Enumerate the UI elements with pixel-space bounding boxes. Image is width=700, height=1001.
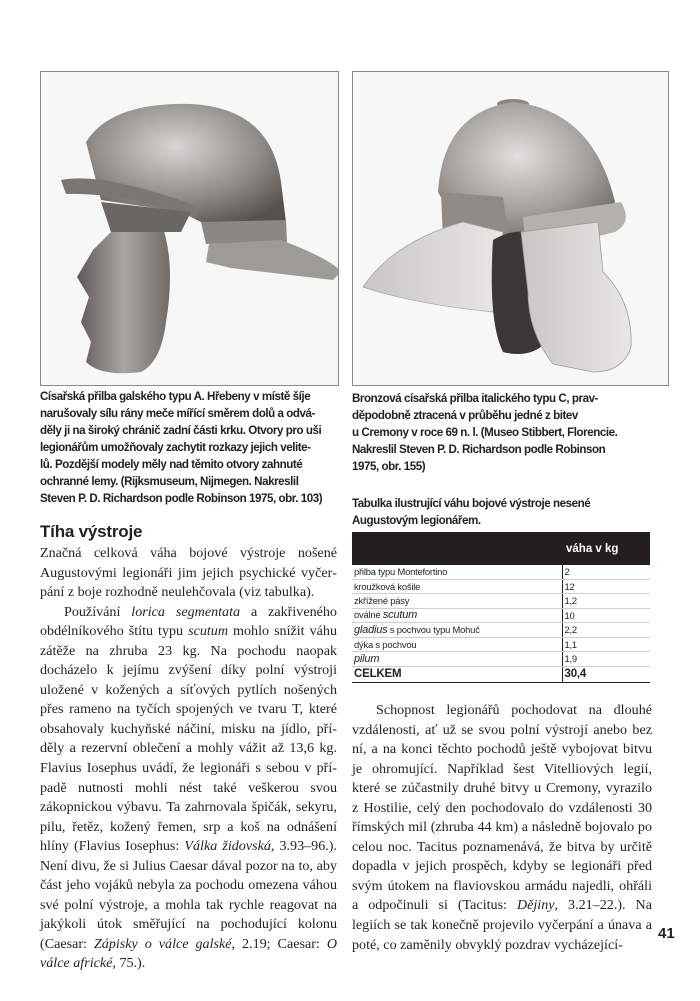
weight-cell: 1,2 [562, 594, 650, 609]
table-caption [352, 495, 667, 529]
text-run: Používání [64, 603, 132, 620]
caption-line: děly ji na široký chránič zadní části krku. Otvory pro uši [40, 424, 322, 437]
paragraph [40, 603, 337, 974]
italic-term: scutum [188, 623, 229, 640]
table-header-item [352, 532, 562, 565]
text-run: , 75.). [112, 955, 146, 972]
caption-line: u Cremony v roce 69 n. l. (Museo Stibbert, Florencie. [352, 426, 618, 439]
caption-line: legionářům umožňovaly zachytit rozkazy jejich velite- [40, 441, 311, 454]
text-run: a zakřiveného obdélníkového štítu typu [40, 603, 337, 640]
italic-term: gladius [354, 623, 388, 636]
italic-term: Dějiny [516, 897, 555, 914]
italic-term: O válce africké [40, 935, 337, 972]
total-label: CELKEM [352, 666, 562, 682]
text-run: přilba typu Montefortino [354, 566, 448, 578]
text-run: oválné [354, 609, 383, 621]
caption-line: Nakreslil Steven P. D. Richardson podle Robinson [352, 443, 606, 456]
item-cell [352, 594, 562, 609]
weight-cell: 1,9 [562, 652, 650, 667]
caption-line: Steven P. D. Richardson podle Robinson 1975, obr. 103) [40, 492, 323, 505]
figure-caption-left [40, 388, 340, 507]
figure-caption-right [352, 390, 667, 475]
figure-gallic-helmet [40, 71, 339, 386]
text-run: s pochvou typu Mohuč [387, 623, 480, 635]
paragraph [40, 544, 337, 603]
caption-line: ochranné lemy. (Rijksmuseum, Nijmegen. Nakreslil [40, 475, 299, 488]
weight-cell: 10 [562, 608, 650, 623]
caption-line: Bronzová císařská přilba italického typu C, prav- [352, 392, 598, 405]
text-run: Schopnost legionářů pochodovat na dlouhé vzdálenosti, ať už se svou polní výstrojí anebo bez ní, a na konci těchto pochodů ještě vybojovat bitvu je ohromující. Například šest Vitelliových legií, které se zúčastnily druhé bitvy u Cremony, vyrazilo z Hostilie, celý den pochodovalo do vzdálenosti 30 římských mil (zhruba 44 km) a následně bojovalo po celou noc. Tacitus poznamenává, že bitva by určitě dopadla v jejich prospěch, kdyby se legionáři před svým útokem na flaviovskou armádu najedli, ohřáli a odpočinuli si (Tacitus: [352, 702, 652, 914]
right-column-text [352, 701, 652, 955]
figure-italic-helmet [352, 71, 669, 386]
caption-line: Augustovým legionářem. [352, 514, 481, 527]
page-number: 41 [658, 925, 675, 942]
caption-line: lů. Pozdější modely měly nad těmito otvory zahnuté [40, 458, 303, 471]
italic-term: lorica segmentata [131, 603, 241, 620]
paragraph [352, 701, 652, 955]
weight-cell: 1,1 [562, 637, 650, 652]
italic-term: Zápisky o válce galské [93, 935, 232, 952]
table-total-row [352, 666, 650, 682]
table-row [352, 623, 650, 638]
total-weight: 30,4 [562, 666, 650, 682]
table-row [352, 652, 650, 667]
item-cell [352, 637, 562, 652]
caption-line: narušovaly sílu rány meče mířící směrem dolů a odvá- [40, 407, 315, 420]
text-run: zkřížené pásy [354, 595, 410, 607]
caption-line: 1975, obr. 155) [352, 460, 426, 473]
text-run: , 3.93–96.). Není divu, že si Julius Caesar dával pozor na to, aby část jeho vojáků nebyla za pochodu omezena váhou své polní výstroje, a mohla tak rychle reagovat na jakýkoli útok směřující na pochodující kolonu (Caesar: [40, 838, 338, 952]
italic-helmet-drawing [353, 72, 668, 385]
table-row [352, 608, 650, 623]
section-heading: Tíha výstroje [40, 522, 143, 541]
gallic-helmet-drawing [41, 72, 338, 385]
caption-line: Císařská přilba galského typu A. Hřebeny v místě šíje [40, 390, 311, 403]
left-column-text [40, 544, 337, 974]
item-cell [352, 608, 562, 623]
text-run: , 3.21–22.). Na legiích se tak konečně projevilo vyčerpání a únava a poté, co zaměnily obvyklý pozdrav vycházející- [352, 897, 652, 953]
weight-cell: 12 [562, 579, 650, 594]
equipment-weight-table [352, 532, 650, 683]
caption-line: Tabulka ilustrující váhu bojové výstroje nesené [352, 497, 591, 510]
table-row [352, 579, 650, 594]
weight-cell: 2,2 [562, 623, 650, 638]
italic-term: pilum [354, 652, 380, 665]
caption-line: děpodobně ztracená v průběhu jedné z bitev [352, 409, 578, 422]
text-run: dýka s pochvou [354, 638, 417, 650]
italic-term: Válka židovská [184, 838, 271, 855]
table-header-weight: váha v kg [562, 532, 650, 565]
table-row [352, 565, 650, 579]
item-cell [352, 579, 562, 594]
weight-cell: 2 [562, 565, 650, 579]
text-run: mohlo snížit váhu zátěže na zhruba 23 kg. Na pochodu naopak docházelo k jejímu zvýšení díky polní výstroji uložené v kožených a síťových pytlích nošených přes rameno na tyčích spojených ve tvaru T, které obsahovaly kuchyňské náčiní, misku na jídlo, příděly a rezervní oblečení a mohly vážit až 13,6 kg. Flavius Iosephus uvádí, že legionáři s sebou v případě nutnosti mohli nést také veškerou svou zákopnickou výbavu. Ta zahrnovala špičák, sekyru, pilu, řetěz, kožený řemen, srp a koš na odnášení hlíny (Flavius Iosephus: [40, 623, 337, 855]
table-row [352, 594, 650, 609]
text-run: , 2.19; Caesar: [231, 935, 327, 952]
italic-term: scutum [382, 609, 418, 622]
item-cell [352, 565, 562, 579]
item-cell [352, 623, 562, 638]
table-header-row [352, 532, 650, 565]
item-cell [352, 652, 562, 667]
text-run: Značná celková váha bojové výstroje nošené Augustovými legionáři jim jejich psychické vyčerpání z boje rozhodně neulehčovala (viz tabulka). [40, 545, 337, 601]
text-run: kroužková košile [354, 580, 421, 592]
table-row [352, 637, 650, 652]
